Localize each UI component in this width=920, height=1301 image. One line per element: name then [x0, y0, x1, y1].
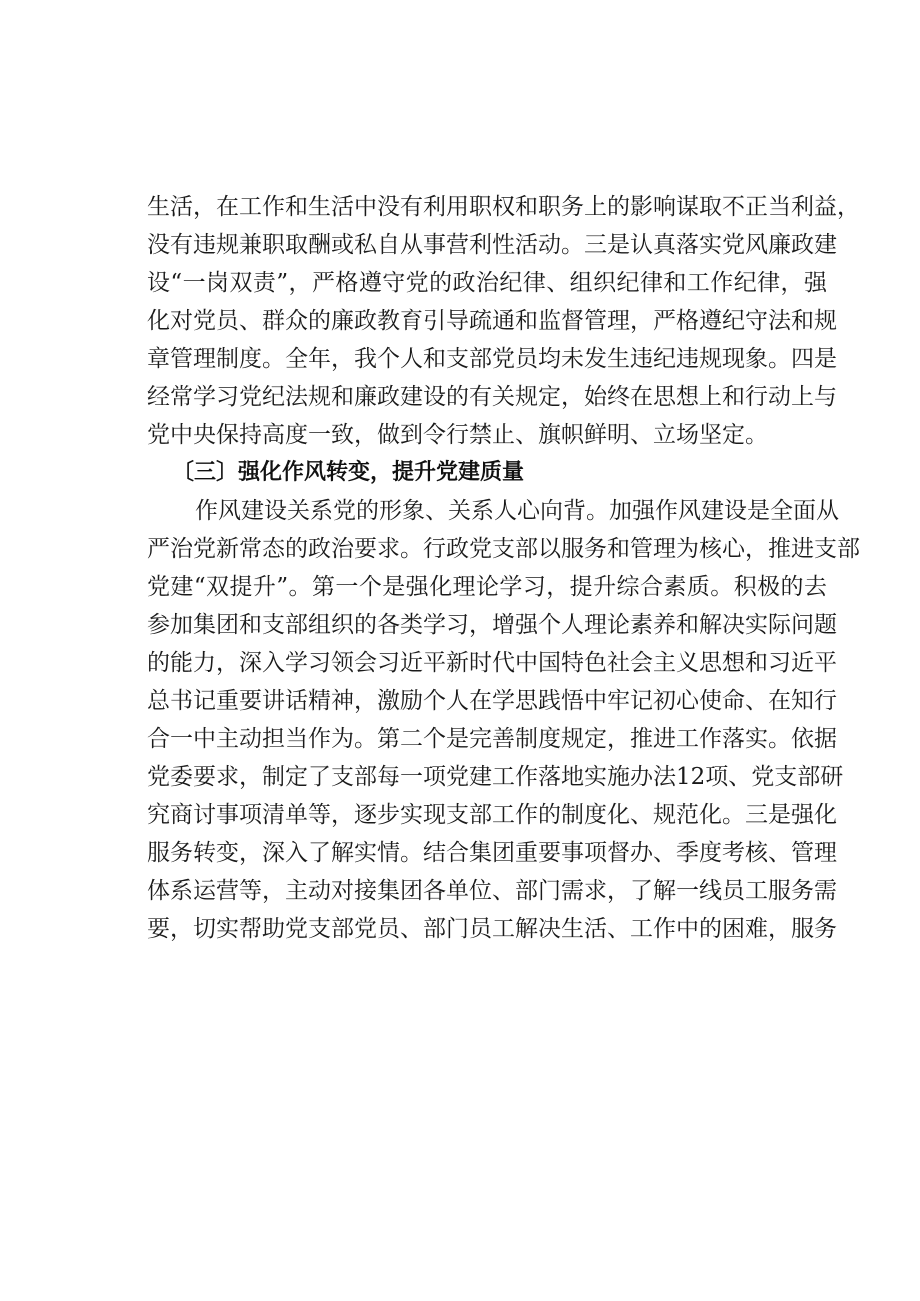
paragraph-1-line-4: 化对党员、群众的廉政教育引导疏通和监督管理，严格遵纪守法和规	[147, 308, 837, 334]
paragraph-2-line-4: 参加集团和支部组织的各类学习，增强个人理论素养和解决实际问题	[147, 612, 837, 638]
paragraph-1-line-5: 章管理制度。全年，我个人和支部党员均未发生违纪违规现象。四是	[147, 346, 837, 372]
paragraph-1-line-1: 生活，在工作和生活中没有利用职权和职务上的影响谋取不正当利益，	[147, 194, 860, 220]
section-heading: 〔三〕强化作风转变，提升党建质量	[172, 460, 525, 485]
paragraph-2-line-12: 要，切实帮助党支部党员、部门员工解决生活、工作中的困难，服务	[147, 916, 837, 942]
paragraph-2-line-7: 合一中主动担当作为。第二个是完善制度规定，推进工作落实。依据	[147, 726, 837, 752]
paragraph-2-line-11: 体系运营等，主动对接集团各单位、部门需求，了解一线员工服务需	[147, 878, 837, 904]
paragraph-2-line-2: 严治党新常态的政治要求。行政党支部以服务和管理为核心，推进支部	[147, 536, 860, 562]
paragraph-2-line-9: 究商讨事项清单等，逐步实现支部工作的制度化、规范化。三是强化	[147, 802, 837, 828]
paragraph-1-line-6: 经常学习党纪法规和廉政建设的有关规定，始终在思想上和行动上与	[147, 384, 837, 410]
paragraph-1-line-3: 设“一岗双责”，严格遵守党的政治纪律、组织纪律和工作纪律，强	[147, 270, 827, 296]
paragraph-2-line-5: 的能力，深入学习领会习近平新时代中国特色社会主义思想和习近平	[147, 650, 837, 676]
paragraph-2-line-6: 总书记重要讲话精神，激励个人在学思践悟中牢记初心使命、在知行	[147, 688, 837, 714]
paragraph-2-line-10: 服务转变，深入了解实情。结合集团重要事项督办、季度考核、管理	[147, 840, 837, 866]
paragraph-1-line-7: 党中央保持高度一致，做到令行禁止、旗帜鲜明、立场坚定。	[147, 422, 768, 448]
paragraph-2-line-3: 党建“双提升”。第一个是强化理论学习，提升综合素质。积极的去	[147, 574, 827, 600]
paragraph-2-line-8: 党委要求，制定了支部每一项党建工作落地实施办法12项、党支部研	[147, 764, 844, 790]
paragraph-2-line-1: 作风建设关系党的形象、关系人心向背。加强作风建设是全面从	[195, 498, 839, 524]
paragraph-1-line-2: 没有违规兼职取酬或私自从事营利性活动。三是认真落实党风廉政建	[147, 232, 837, 258]
